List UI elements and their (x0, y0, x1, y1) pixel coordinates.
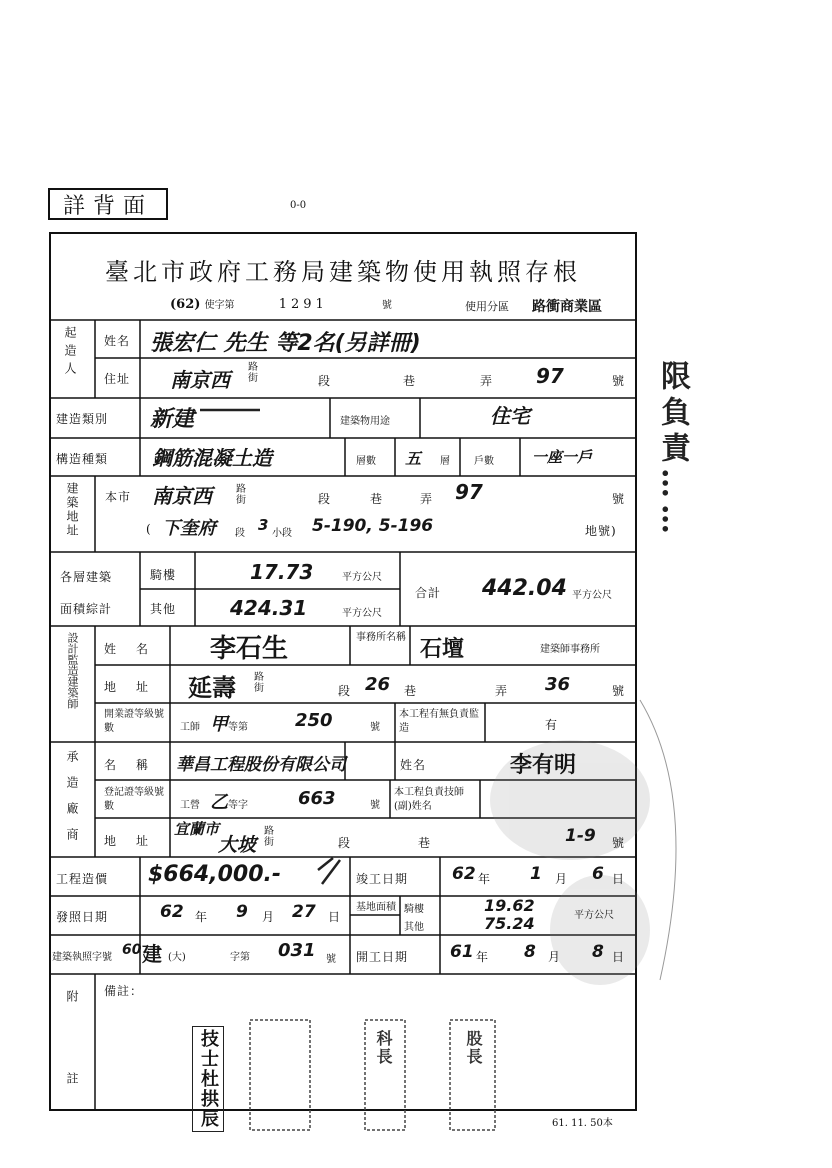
permit-year-value: 60 (122, 942, 142, 958)
designer-name-label: 姓名 (104, 642, 169, 656)
stamp-section-chief: 科長 (374, 1030, 393, 1066)
site-road: 南京西 (152, 484, 212, 508)
site-road-units: 路 街 (236, 484, 246, 506)
contractor-reg-label: 登記證等級號數 (104, 787, 164, 812)
designer-office-label: 事務所名稱 (356, 632, 406, 643)
contractor-addr-road-units: 路 街 (264, 826, 274, 848)
start-year-unit: 年 (476, 950, 490, 964)
stamp-unit-chief: 股長 (464, 1030, 483, 1066)
top-mark: 0-0 (290, 200, 307, 211)
completion-month-value: 1 (530, 864, 542, 884)
base-other-label: 其他 (404, 922, 424, 933)
site-parcel-no: 地號) (585, 524, 617, 538)
designer-addr-road: 延壽 (188, 674, 236, 702)
zoning-label: 使用分區 (465, 300, 509, 313)
completion-year-unit: 年 (478, 872, 492, 886)
site-parcel-open: ( (146, 522, 152, 536)
permit-label: 建築執照字號 (52, 952, 112, 963)
builder-addr-lane: 巷 (403, 374, 417, 388)
issue-day-value: 27 (292, 902, 316, 922)
base-area-unit: 平方公尺 (574, 910, 614, 921)
number-value: 1291 (278, 297, 328, 312)
floors-label: 層數 (356, 456, 376, 467)
area-group-label-2: 面積綜計 (60, 602, 113, 616)
notes-group-label: 附註 (65, 990, 79, 1154)
contractor-reg-no: 663 (298, 788, 336, 809)
side-tag: 詳背面 (48, 188, 168, 220)
designer-supervise-label: 本工程有無負責監造 (399, 709, 479, 734)
form-code: 61. 11. 50本 (552, 1118, 613, 1129)
issue-year-unit: 年 (195, 910, 209, 924)
contractor-group-label: 承造廠商 (65, 750, 79, 854)
start-date-label: 開工日期 (356, 950, 409, 964)
structure-value: 鋼筋混凝土造 (152, 446, 272, 470)
site-city: 本市 (105, 490, 132, 504)
designer-addr-alley: 弄 (495, 684, 509, 698)
permit-no-value: 031 (278, 940, 316, 961)
start-month-unit: 月 (548, 950, 562, 964)
site-parcel-sub: 小段 (272, 528, 292, 539)
cost-value: $664,000.- (148, 862, 281, 887)
builder-name-label: 姓名 (104, 334, 131, 348)
designer-addr-no: 號 (612, 684, 626, 698)
area-other-value: 424.31 (230, 596, 308, 620)
site-parcel-sub-value: 3 (258, 516, 269, 534)
structure-label: 構造種類 (56, 452, 109, 466)
designer-group-label: 設計監造建築師 (66, 632, 79, 709)
designer-name-value: 李石生 (210, 634, 289, 664)
contractor-person-value: 李有明 (510, 753, 577, 778)
site-parcel-duan: 段 (235, 528, 245, 539)
completion-month-unit: 月 (555, 872, 569, 886)
site-parcel-section: 下奎府 (162, 518, 216, 539)
area-total-label: 合計 (415, 586, 442, 600)
number-suffix: 號 (381, 300, 392, 311)
contractor-reg-suffix: 號 (370, 800, 380, 811)
issue-day-unit: 日 (328, 910, 342, 924)
area-arcade-value: 17.73 (250, 560, 314, 584)
permit-number-line (170, 296, 392, 312)
area-arcade-unit: 平方公尺 (342, 572, 382, 583)
contractor-reg-grade: 工營 (180, 800, 200, 811)
builder-group-label: 起造人 (63, 326, 77, 380)
permit-char-2: (大) (168, 952, 186, 963)
site-no-value: 97 (455, 480, 483, 504)
floors-unit: 層 (440, 456, 450, 467)
contractor-addr-no: 號 (612, 836, 626, 850)
contractor-name-value: 華昌工程股份有限公司 (176, 755, 346, 775)
number-mid: 使字第 (204, 300, 235, 311)
zoning-value: 路衝商業區 (532, 299, 602, 315)
building-use-value: 住宅 (490, 404, 530, 428)
designer-license-label: 開業證等級號數 (104, 709, 164, 734)
designer-license-class: 甲 (210, 714, 228, 735)
floors-value: 五 (405, 449, 422, 468)
number-prefix: (62) (170, 297, 201, 312)
completion-year-value: 62 (452, 864, 476, 884)
issue-month-unit: 月 (262, 910, 276, 924)
contractor-addr-lane: 巷 (418, 836, 432, 850)
site-parcel-lots: 5-190, 5-196 (312, 516, 434, 536)
builder-addr-label: 住址 (104, 372, 131, 386)
designer-office-suffix: 建築師事務所 (540, 644, 600, 655)
area-total-value: 442.04 (482, 576, 567, 601)
designer-addr-lane: 巷 (404, 684, 418, 698)
builder-name-value: 張宏仁 先生 等2名(另詳冊) (150, 331, 421, 356)
start-day-value: 8 (592, 942, 604, 962)
contractor-addr-no-value: 1-9 (565, 826, 596, 846)
contractor-reg-class: 乙 (210, 792, 228, 813)
site-lane: 巷 (370, 492, 384, 506)
units-label: 戶數 (474, 456, 494, 467)
permit-char-1: 建 (142, 942, 162, 966)
builder-addr-no: 號 (612, 374, 626, 388)
contractor-tech-label: 本工程負責技師(副)姓名 (394, 787, 464, 812)
base-area-label: 基地面積 (356, 902, 396, 913)
designer-addr-no-value: 36 (545, 674, 571, 695)
stamp-technician: 技士杜拱辰 (192, 1026, 224, 1132)
contractor-addr-sec: 段 (338, 836, 352, 850)
contractor-addr-label: 地址 (104, 834, 169, 848)
builder-addr-no-value: 97 (536, 364, 564, 388)
contractor-addr-road: 大坡 (218, 834, 257, 856)
right-margin-handwriting: 限負責…… (655, 360, 690, 540)
designer-addr-road-units: 路 街 (254, 672, 264, 694)
units-value: 一座一戶 (532, 448, 593, 466)
site-group-label: 建築地址 (65, 482, 79, 538)
site-alley: 弄 (420, 492, 434, 506)
completion-day-unit: 日 (612, 872, 626, 886)
area-other-unit: 平方公尺 (342, 608, 382, 619)
site-sec: 段 (318, 492, 332, 506)
cost-label: 工程造價 (56, 872, 109, 886)
designer-license-grade: 工師 (180, 722, 200, 733)
contractor-addr-city: 宜蘭市 (174, 820, 220, 838)
building-use-label: 建築物用途 (340, 416, 390, 427)
contractor-person-label: 姓名 (400, 758, 427, 772)
designer-addr-label: 地址 (104, 680, 169, 694)
site-no: 號 (612, 492, 626, 506)
base-arcade-label: 騎樓 (404, 904, 424, 915)
area-other-label: 其他 (150, 602, 177, 616)
completion-day-value: 6 (592, 864, 604, 884)
start-day-unit: 日 (612, 950, 626, 964)
builder-addr-sec: 段 (318, 374, 332, 388)
designer-license-mid: 等第 (228, 722, 248, 733)
designer-addr-lane-value: 26 (365, 674, 391, 695)
issue-date-label: 發照日期 (56, 910, 109, 924)
construction-type-value: 新建 (150, 407, 195, 432)
remark-label: 備註： (104, 984, 144, 998)
issue-year-value: 62 (160, 902, 184, 922)
base-arcade-value: 19.62 (484, 896, 535, 915)
base-other-value: 75.24 (484, 914, 535, 933)
designer-license-suffix: 號 (370, 722, 380, 733)
area-total-unit: 平方公尺 (572, 590, 612, 601)
builder-addr-road: 南京西 (170, 368, 230, 392)
start-month-value: 8 (524, 942, 536, 962)
contractor-name-label: 名稱 (104, 758, 169, 772)
contractor-reg-mid: 等字 (228, 800, 248, 811)
area-arcade-label: 騎樓 (150, 568, 177, 582)
area-group-label-1: 各層建築 (60, 570, 113, 584)
completion-label: 竣工日期 (356, 872, 409, 886)
designer-office-value: 石壇 (420, 637, 465, 662)
designer-supervise-value: 有 (545, 718, 559, 732)
permit-suffix: 號 (326, 954, 336, 965)
start-year-value: 61 (450, 942, 474, 962)
designer-license-no: 250 (295, 710, 333, 731)
designer-addr-sec: 段 (338, 684, 352, 698)
construction-type-label: 建造類別 (56, 412, 109, 426)
builder-addr-alley: 弄 (480, 374, 494, 388)
form-title: 臺北市政府工務局建築物使用執照存根 (105, 258, 581, 286)
permit-mid: 字第 (230, 952, 250, 963)
issue-month-value: 9 (236, 902, 248, 922)
builder-addr-road-units: 路 街 (248, 362, 258, 384)
